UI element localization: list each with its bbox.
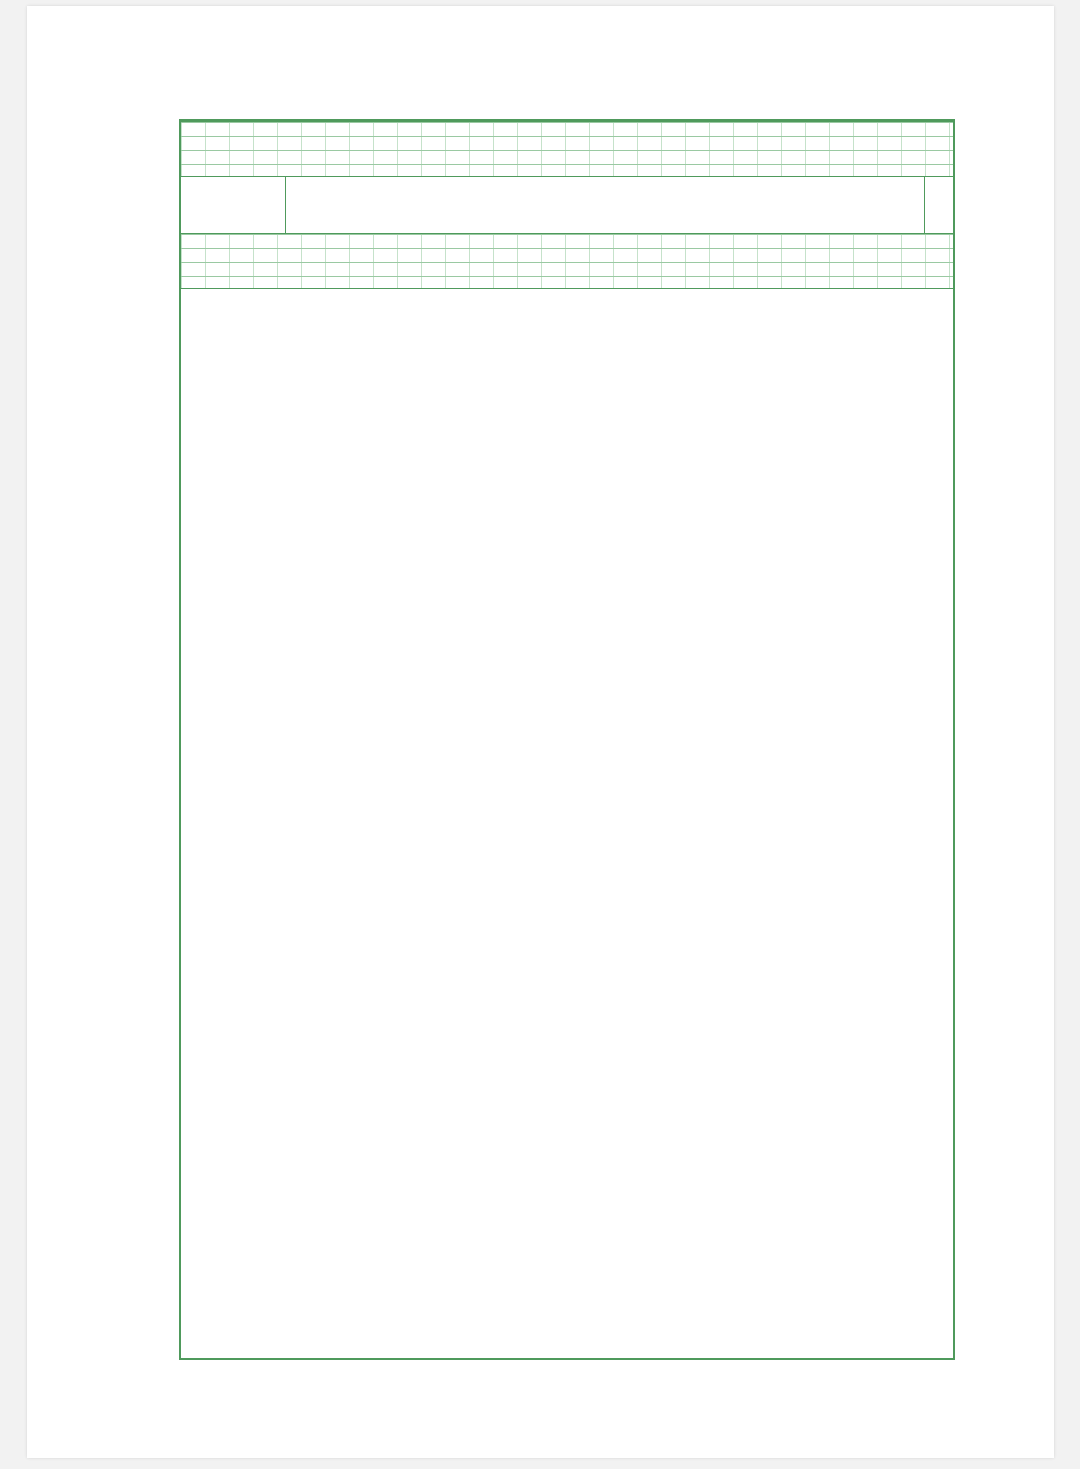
worksheet-title bbox=[285, 177, 925, 233]
subtitle-row bbox=[181, 289, 953, 345]
ruled-band bbox=[181, 233, 953, 289]
title-row bbox=[181, 177, 953, 233]
paper-page bbox=[27, 6, 1054, 1458]
ruled-band bbox=[181, 121, 953, 177]
tianzige-worksheet bbox=[179, 119, 955, 1360]
